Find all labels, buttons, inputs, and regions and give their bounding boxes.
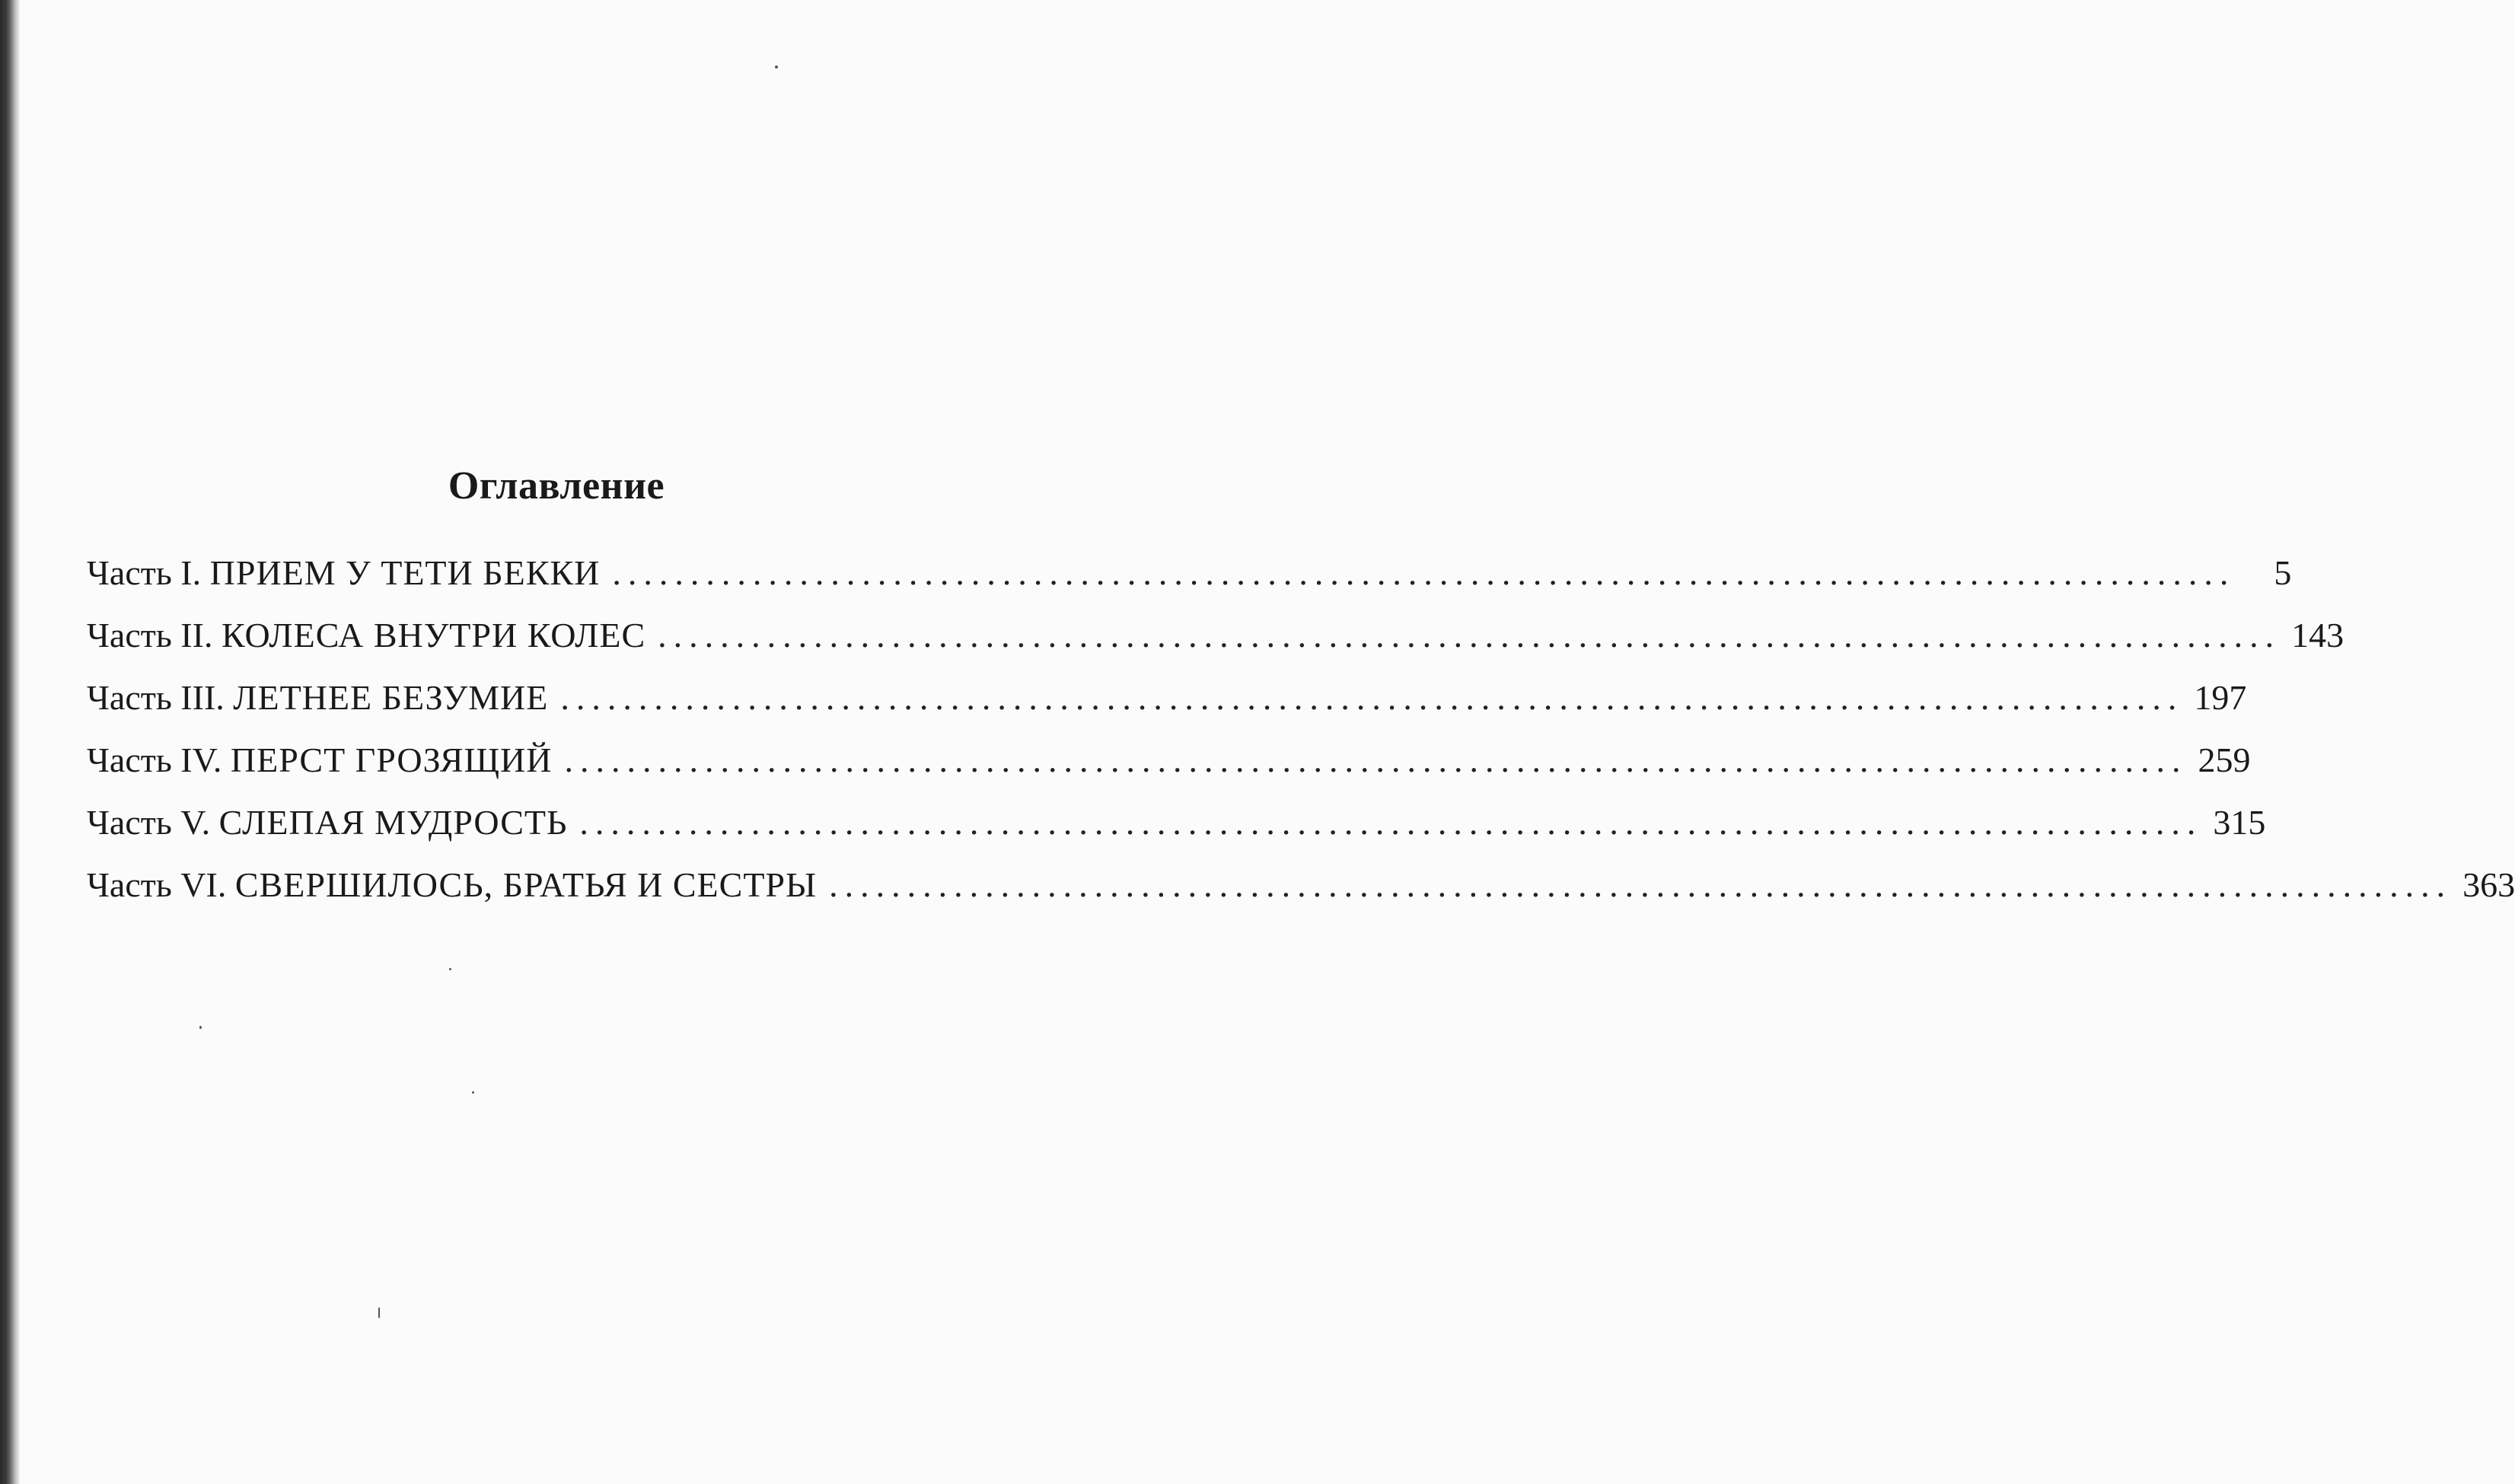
toc-page-number: 315 xyxy=(2213,803,2266,842)
toc-part-number: Часть I. xyxy=(87,553,202,592)
toc-part-number: Часть VI. xyxy=(87,865,227,904)
toc-entry-label xyxy=(87,854,817,916)
toc-part-title: КОЛЕСА ВНУТРИ КОЛЕС xyxy=(221,616,646,654)
dot-leader: ........................................................................................................ xyxy=(658,616,2281,654)
toc-entry[interactable] xyxy=(87,542,2292,604)
scan-speck xyxy=(378,1307,380,1318)
dot-leader: ........................................................................................................ xyxy=(564,740,2188,779)
scan-speck xyxy=(199,1026,202,1029)
dot-leader: ........................................................................................................ xyxy=(560,678,2184,717)
scan-speck xyxy=(449,968,451,970)
scan-speck xyxy=(472,1091,474,1094)
toc-part-number: Часть III. xyxy=(87,678,225,717)
toc-part-title: ЛЕТНЕЕ БЕЗУМИЕ xyxy=(233,678,549,717)
toc-part-number: Часть II. xyxy=(87,616,213,654)
toc-page-number: 5 xyxy=(2274,553,2292,592)
toc-entry-label xyxy=(87,604,645,667)
toc-entry-label xyxy=(87,729,552,791)
toc-part-number: Часть V. xyxy=(87,803,211,842)
book-spine-shadow xyxy=(0,0,20,1484)
toc-part-title: СЛЕПАЯ МУДРОСТЬ xyxy=(218,803,568,842)
toc-entry[interactable] xyxy=(87,791,2266,854)
dot-leader: ........................................................................................................ xyxy=(829,865,2453,904)
page-title: Оглавление xyxy=(448,463,665,508)
toc-part-number: Часть IV. xyxy=(87,740,222,779)
toc-page-number: 363 xyxy=(2462,865,2515,904)
toc-entry[interactable] xyxy=(87,729,2251,791)
toc-part-title: ПРИЕМ У ТЕТИ БЕККИ xyxy=(209,553,601,592)
dot-leader: ........................................................................................................ xyxy=(579,803,2203,842)
toc-entry-label xyxy=(87,791,567,854)
toc-part-title: СВЕРШИЛОСЬ, БРАТЬЯ И СЕСТРЫ xyxy=(234,865,818,904)
toc-entry[interactable] xyxy=(87,667,2247,729)
toc-part-title: ПЕРСТ ГРОЗЯЩИЙ xyxy=(230,740,553,779)
dot-leader: ........................................................................................................ xyxy=(612,553,2236,592)
scan-speck xyxy=(775,65,778,68)
toc-page-number: 143 xyxy=(2291,616,2344,654)
toc-entry[interactable] xyxy=(87,854,2515,916)
toc-entry-label xyxy=(87,542,600,604)
table-of-contents xyxy=(87,542,2515,916)
toc-page-number: 259 xyxy=(2198,740,2251,779)
toc-page-number: 197 xyxy=(2194,678,2247,717)
toc-entry-label xyxy=(87,667,548,729)
toc-entry[interactable] xyxy=(87,604,2344,667)
